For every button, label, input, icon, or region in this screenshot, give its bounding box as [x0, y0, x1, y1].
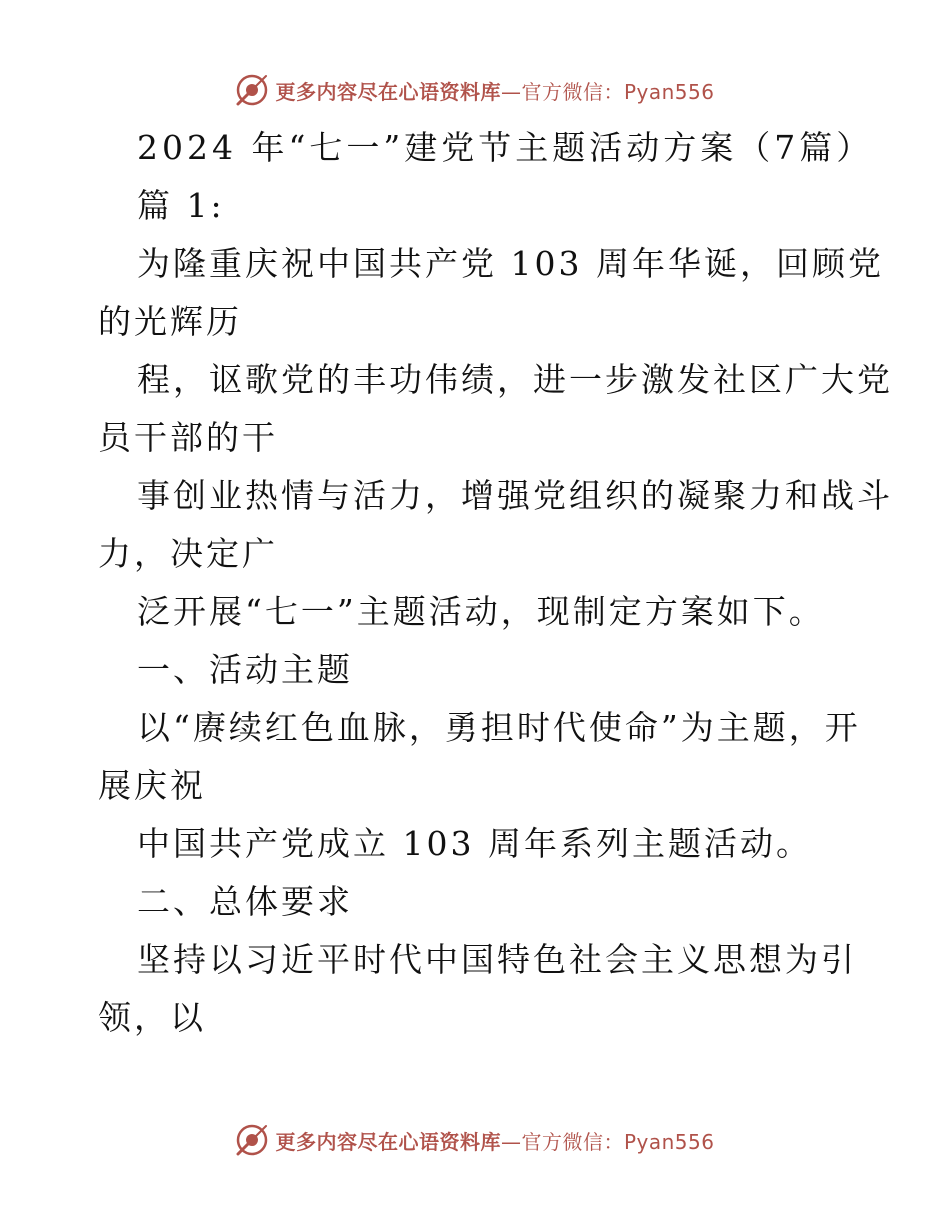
document-title: 2024 年“七一”建党节主题活动方案（7篇）	[137, 128, 874, 167]
paragraph-line: 员干部的干	[98, 418, 278, 457]
pen-circle-logo-icon	[235, 73, 269, 107]
paragraph-line: 事创业热情与活力，增强党组织的凝聚力和战斗	[137, 476, 893, 515]
paragraph-line: 以“赓续红色血脉，勇担时代使命”为主题，开	[137, 708, 861, 747]
footer-watermark	[0, 1120, 950, 1160]
paragraph-line: 程，讴歌党的丰功伟绩，进一步激发社区广大党	[137, 360, 893, 399]
paragraph-line: 坚持以习近平时代中国特色社会主义思想为引	[137, 940, 857, 979]
watermark-separator: —	[500, 79, 522, 104]
paragraph-line: 为隆重庆祝中国共产党 103 周年华诞，回顾党	[137, 244, 884, 283]
paragraph-line: 领，以	[98, 998, 206, 1037]
paragraph-line: 力，决定广	[98, 534, 278, 573]
watermark-title: 更多内容尽在心语资料库	[275, 1129, 501, 1154]
paragraph-line: 泛开展“七一”主题活动，现制定方案如下。	[137, 592, 825, 631]
paragraph-line: 中国共产党成立 103 周年系列主题活动。	[137, 824, 812, 863]
watermark-contact: 官方微信：Pyan556	[521, 79, 715, 104]
pen-circle-logo-icon	[235, 1123, 269, 1157]
section-heading: 二、总体要求	[137, 882, 353, 921]
paragraph-line: 的光辉历	[98, 302, 242, 341]
watermark-separator: —	[500, 1129, 522, 1154]
section-heading: 一、活动主题	[137, 650, 353, 689]
watermark-contact: 官方微信：Pyan556	[521, 1129, 715, 1154]
paragraph-line: 展庆祝	[98, 766, 206, 805]
section-label: 篇 1:	[137, 186, 225, 225]
header-watermark	[0, 70, 950, 110]
watermark-title: 更多内容尽在心语资料库	[275, 79, 501, 104]
